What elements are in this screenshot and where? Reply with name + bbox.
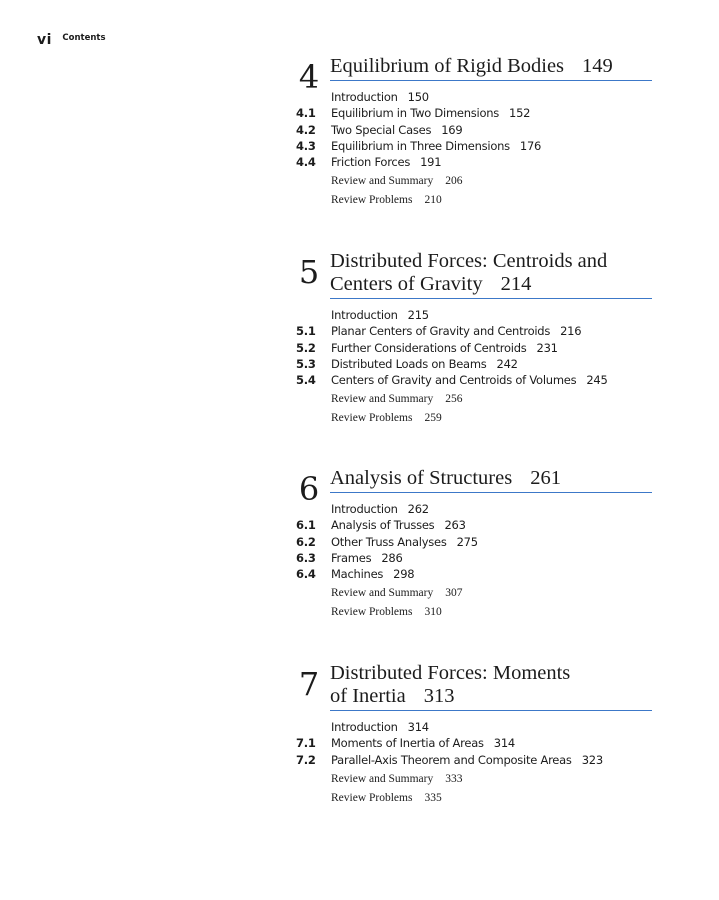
- toc-entry[interactable]: 7.2 Parallel-Axis Theorem and Composite Areas 323: [296, 752, 603, 767]
- toc-entry[interactable]: 5.1 Planar Centers of Gravity and Centroids 216: [296, 324, 582, 339]
- chapter-number: 6: [298, 470, 320, 508]
- chapter-heading: [296, 250, 652, 299]
- toc-entry[interactable]: Introduction 215: [331, 308, 429, 322]
- running-head: [37, 31, 106, 49]
- chapter-number: 7: [298, 665, 320, 703]
- chapter-5: [296, 250, 652, 428]
- chapter-title[interactable]: Distributed Forces: Moments of Inertia 313: [330, 662, 652, 711]
- chapter-heading: [296, 467, 652, 508]
- review-entry[interactable]: Review Problems 259: [331, 412, 442, 425]
- toc-entry[interactable]: 5.3 Distributed Loads on Beams 242: [296, 356, 518, 371]
- review-entry[interactable]: Review and Summary 256: [331, 393, 463, 406]
- toc-entry[interactable]: 4.3 Equilibrium in Three Dimensions 176: [296, 138, 542, 153]
- chapter-4: [296, 55, 652, 210]
- page-number: vi: [37, 32, 52, 48]
- chapter-title[interactable]: Distributed Forces: Centroids and Centers of Gravity 214: [330, 250, 652, 299]
- chapter-6: [296, 467, 652, 622]
- toc-entry[interactable]: 4.4 Friction Forces 191: [296, 155, 442, 170]
- section-list: [296, 307, 652, 428]
- chapter-page: 214: [500, 273, 532, 295]
- review-entry[interactable]: Review Problems 310: [331, 606, 442, 619]
- toc-entry[interactable]: 6.2 Other Truss Analyses 275: [296, 534, 478, 549]
- section-list: [296, 89, 652, 210]
- toc-entry[interactable]: 7.1 Moments of Inertia of Areas 314: [296, 736, 515, 751]
- section-list: [296, 501, 652, 622]
- chapter-number: 4: [298, 58, 320, 96]
- chapter-page: 149: [582, 55, 613, 77]
- toc-entry[interactable]: Introduction 314: [331, 720, 429, 734]
- toc-entry[interactable]: 4.1 Equilibrium in Two Dimensions 152: [296, 106, 531, 121]
- toc-entry[interactable]: 5.2 Further Considerations of Centroids 231: [296, 340, 558, 355]
- chapter-title[interactable]: Analysis of Structures 261: [330, 467, 652, 493]
- toc-entry[interactable]: 6.1 Analysis of Trusses 263: [296, 518, 466, 533]
- chapter-page: 313: [423, 685, 455, 707]
- review-entry[interactable]: Review and Summary 333: [331, 772, 463, 785]
- chapter-heading: [296, 662, 652, 711]
- chapter-heading: [296, 55, 652, 96]
- toc-entry[interactable]: 6.4 Machines 298: [296, 567, 415, 582]
- running-title: Contents: [62, 33, 106, 43]
- toc-entry[interactable]: 5.4 Centers of Gravity and Centroids of Volumes 245: [296, 373, 608, 388]
- section-list: [296, 719, 652, 808]
- review-entry[interactable]: Review Problems 335: [331, 791, 442, 804]
- toc-entry[interactable]: 4.2 Two Special Cases 169: [296, 122, 463, 137]
- toc-entry[interactable]: Introduction 150: [331, 90, 429, 104]
- toc-entry[interactable]: Introduction 262: [331, 502, 429, 516]
- review-entry[interactable]: Review and Summary 307: [331, 587, 463, 600]
- chapter-title[interactable]: Equilibrium of Rigid Bodies 149: [330, 55, 652, 81]
- review-entry[interactable]: Review Problems 210: [331, 194, 442, 207]
- chapter-number: 5: [298, 253, 320, 291]
- toc-entry[interactable]: 6.3 Frames 286: [296, 550, 403, 565]
- chapter-7: [296, 662, 652, 808]
- chapter-page: 261: [530, 467, 561, 489]
- review-entry[interactable]: Review and Summary 206: [331, 175, 463, 188]
